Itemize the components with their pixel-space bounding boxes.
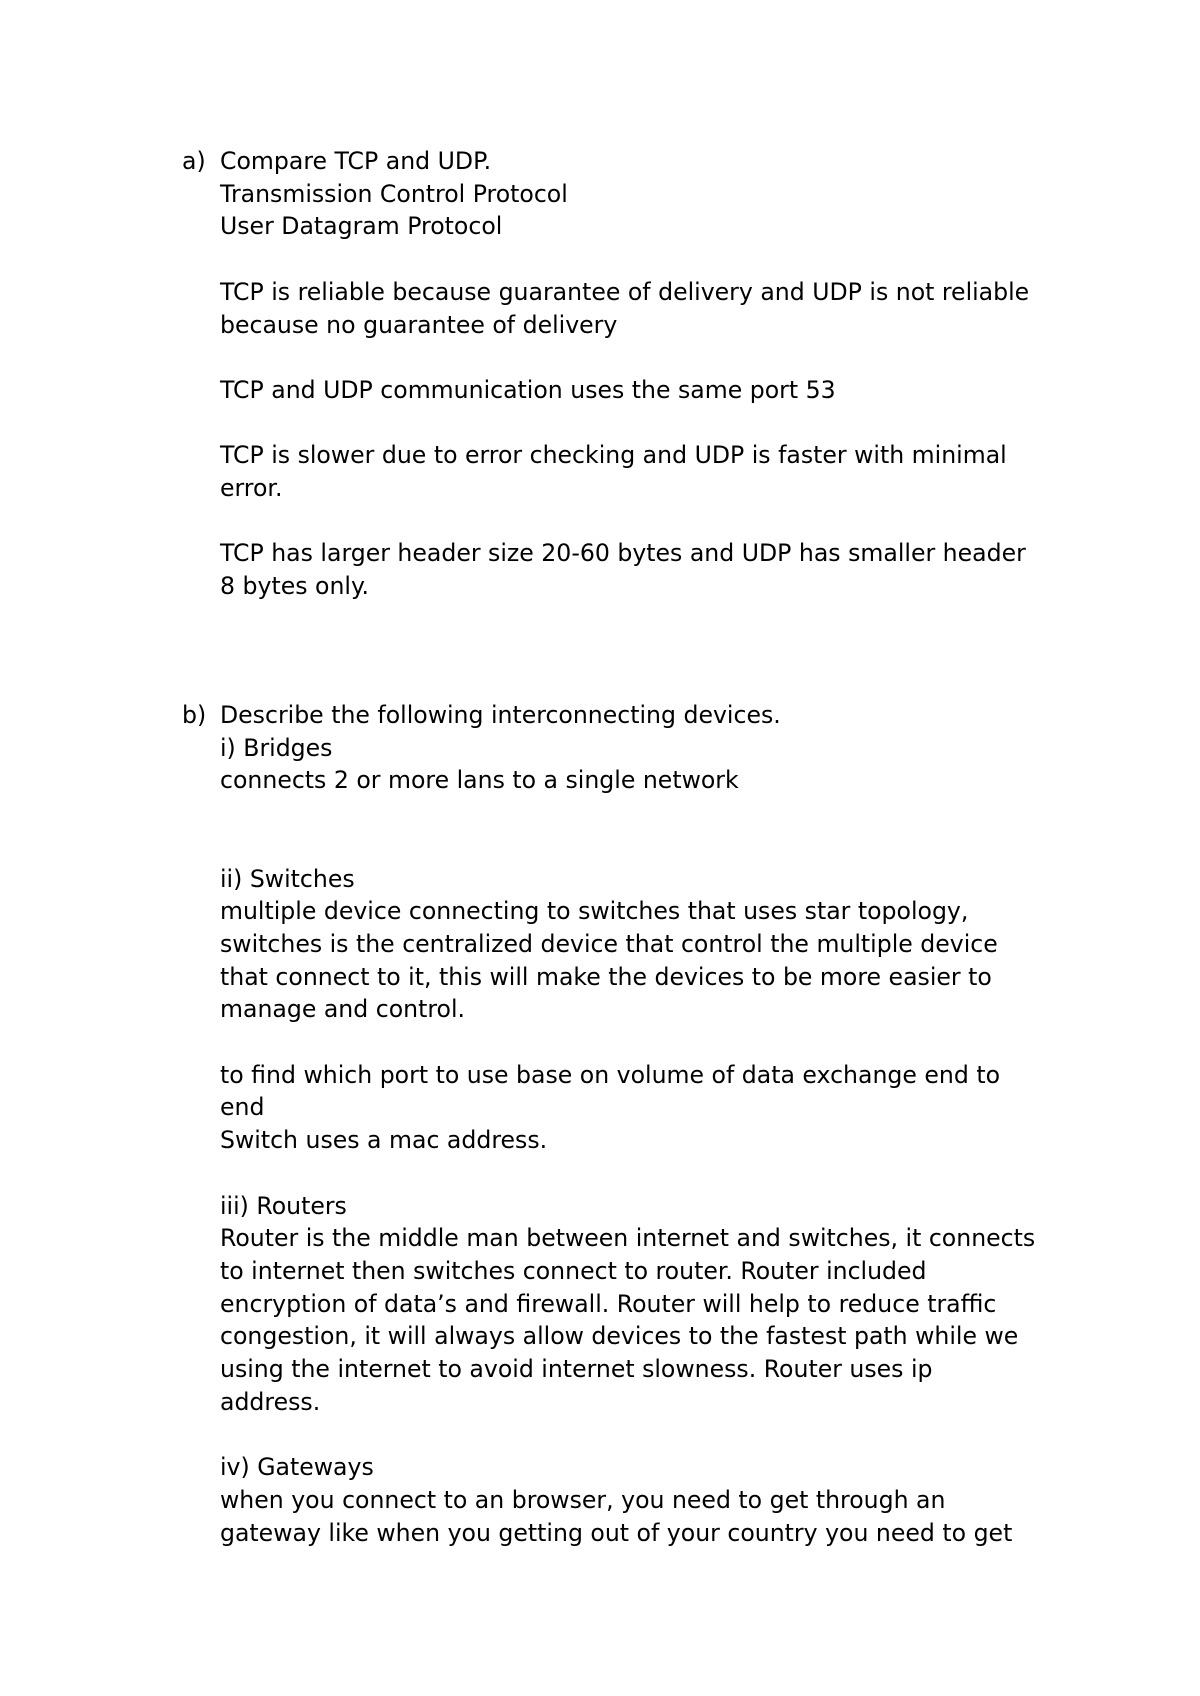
udp-full-name: User Datagram Protocol <box>220 212 503 241</box>
reliability-paragraph <box>220 276 1082 341</box>
question-a-title: Compare TCP and UDP. <box>220 147 492 175</box>
paragraph-line: TCP is reliable because guarantee of delivery and UDP is not reliable <box>220 277 1030 306</box>
paragraph-line: when you connect to an browser, you need to get through an <box>220 1485 946 1514</box>
paragraph-line: to internet then switches connect to router. Router included <box>220 1256 927 1285</box>
switches-section <box>220 863 1082 1157</box>
port-paragraph <box>220 374 1082 407</box>
question-b-body <box>220 699 1082 1549</box>
paragraph-line: to find which port to use base on volume of data exchange end to <box>220 1060 1001 1089</box>
question-a-marker: a) <box>182 147 206 175</box>
question-a-body <box>220 145 1082 603</box>
paragraph-line: 8 bytes only. <box>220 572 370 601</box>
header-size-paragraph <box>220 537 1082 602</box>
bridges-section <box>220 732 1082 797</box>
bridges-description: connects 2 or more lans to a single network <box>220 766 739 795</box>
gateways-heading: iv) Gateways <box>220 1453 374 1482</box>
paragraph-line: Router is the middle man between internet and switches, it connects <box>220 1224 1036 1253</box>
paragraph-line: address. <box>220 1387 321 1416</box>
question-b-title: Describe the following interconnecting devices. <box>220 701 781 729</box>
paragraph-line: switches is the centralized device that control the multiple device <box>220 929 998 958</box>
paragraph-line: because no guarantee of delivery <box>220 310 618 339</box>
paragraph-line: multiple device connecting to switches that uses star topology, <box>220 897 969 926</box>
paragraph-line: TCP is slower due to error checking and UDP is faster with minimal <box>220 441 1007 470</box>
paragraph-line: Switch uses a mac address. <box>220 1126 548 1155</box>
speed-paragraph <box>220 439 1082 504</box>
paragraph-line: gateway like when you getting out of your country you need to get <box>220 1518 1013 1547</box>
gateways-section <box>220 1451 1082 1549</box>
paragraph-line: that connect to it, this will make the devices to be more easier to <box>220 962 992 991</box>
paragraph-line: manage and control. <box>220 995 466 1024</box>
question-b-marker: b) <box>182 701 207 729</box>
switches-heading: ii) Switches <box>220 864 355 893</box>
tcp-full-name: Transmission Control Protocol <box>220 179 568 208</box>
routers-section <box>220 1190 1082 1419</box>
routers-heading: iii) Routers <box>220 1191 347 1220</box>
paragraph-line: congestion, it will always allow devices to the fastest path while we <box>220 1322 1019 1351</box>
paragraph-line: TCP has larger header size 20-60 bytes and UDP has smaller header <box>220 539 1026 568</box>
bridges-heading: i) Bridges <box>220 733 333 762</box>
paragraph-line: end <box>220 1093 265 1122</box>
paragraph-line: TCP and UDP communication uses the same port 53 <box>220 375 836 404</box>
paragraph-line: error. <box>220 473 283 502</box>
paragraph-line: encryption of data’s and firewall. Router will help to reduce traffic <box>220 1289 997 1318</box>
paragraph-line: using the internet to avoid internet slowness. Router uses ip <box>220 1355 933 1384</box>
